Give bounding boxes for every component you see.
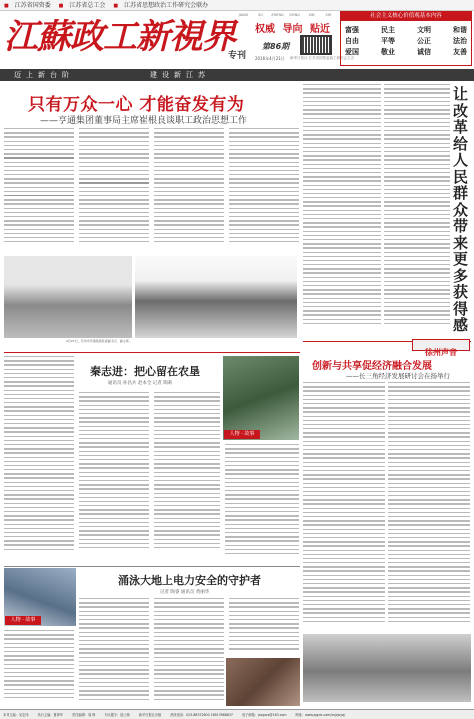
lead-headline: 只有万众一心 才能奋发有为 <box>28 95 245 115</box>
article3-body-col2 <box>388 382 470 632</box>
pinyin-letters: JIANG SU ZHENG GONG XIN SHI <box>238 13 332 17</box>
values-box <box>340 11 472 66</box>
org-3: 江苏省思想政治工作研究会联办 <box>124 2 209 9</box>
nav-right: 建设新江苏 <box>150 71 210 79</box>
values-row: 富强 民主 文明 和谐 <box>345 26 467 34</box>
article3-headline: 创新与共享促经济融合发展 <box>312 361 432 372</box>
org-2: 江苏省总工会 <box>69 2 106 9</box>
article2-headline: 秦志进：把心留在农垦 <box>90 365 200 378</box>
people-badge-label: 人物 · 故事 <box>229 431 255 437</box>
article4-photo-ad <box>226 658 300 706</box>
values-row: 爱国 敬业 诚信 友善 <box>345 48 467 56</box>
lead-body-col3 <box>154 128 224 252</box>
article2-body-col2 <box>154 392 220 564</box>
section-divider <box>4 352 300 353</box>
square-bullet-icon: ■ <box>113 3 119 9</box>
footer-bar <box>0 709 474 719</box>
article-divider <box>4 566 300 567</box>
article2-body-col3 <box>225 444 299 564</box>
qr-code-icon <box>300 35 332 55</box>
footer-editor: 本刊主编：吴宏伟 <box>3 713 29 717</box>
lead-subhead: ——亨通集团董事局主席崔根良谈职工政治思想工作 <box>40 116 248 126</box>
people-badge-label: 人物 · 故事 <box>10 617 36 623</box>
article4-body-col1 <box>4 630 74 706</box>
lead-body-col1 <box>4 128 74 252</box>
people-badge-2 <box>5 616 41 625</box>
org-1: 江苏省国资委 <box>14 2 51 9</box>
article3-subhead: ——长三角经济发展研讨会在扬举行 <box>346 372 450 380</box>
values-grid <box>341 21 471 61</box>
side-body-col1 <box>303 84 381 338</box>
issue-date: 2016年4月21日 <box>255 56 285 61</box>
slogan <box>255 20 330 35</box>
article2-left-col <box>4 356 74 564</box>
masthead-title: 江蘇政工新視界 <box>4 17 235 57</box>
footer-publisher: 新华日报社出版 <box>138 713 162 717</box>
values-row: 自由 平等 公正 法治 <box>345 37 467 45</box>
top-org-bar <box>0 0 474 11</box>
article4-body-col2 <box>79 598 149 706</box>
article3-body-col1 <box>303 382 385 632</box>
voice-tag-label: 徐州声音 <box>425 348 457 357</box>
lead-photo-tug <box>135 256 297 338</box>
article4-body-col3 <box>154 598 224 706</box>
article3-photo <box>303 634 471 702</box>
edition-label: 专刊 <box>228 51 247 61</box>
article4-headline: 涌泳大地上电力安全的守护者 <box>118 574 261 587</box>
slogan-1: 权威 <box>255 24 275 35</box>
article2-byline: 通讯员 孙昌兵 赵本全 记者 陶莉 <box>108 381 173 386</box>
issue-number: 第86期 <box>262 42 290 51</box>
pinyin-row <box>235 13 354 17</box>
lead-body-col2 <box>79 128 149 252</box>
footer-website: 网址：www.jsgzls.com/xsjxjsyq/ <box>295 713 346 717</box>
voice-tag <box>412 339 470 357</box>
publisher-note: 新华日报社·江苏省国资委政工研究会主办 <box>290 56 355 60</box>
nav-strip <box>0 69 474 81</box>
slogan-3: 贴近 <box>309 24 330 35</box>
footer-duty-editor: 责任编辑：周 锋 <box>72 713 96 717</box>
nav-left: 迈上新台阶 <box>14 71 74 79</box>
article4-byline: 记者 陶睿 通讯员 黄丽华 <box>160 590 210 595</box>
square-bullet-icon: ■ <box>4 3 9 9</box>
lead-body-col4 <box>229 128 299 252</box>
article2-body-col1 <box>79 392 149 564</box>
lead-photo-group <box>4 256 132 338</box>
slogan-2: 导向 <box>282 24 303 35</box>
side-body-col2 <box>384 84 450 338</box>
footer-email: 电子邮箱：jsxgzcs@163.com <box>241 713 287 717</box>
values-header: 社会主义核心价值观基本内容 <box>341 12 471 21</box>
square-bullet-icon: ■ <box>58 3 64 9</box>
article2-photo <box>223 356 299 440</box>
lead-photo-caption: 4月21日，苏州市亨通集团党委副书记、副主席。 <box>66 339 132 343</box>
side-vertical-title: 让改革给人民群众带来更多获得感 <box>453 85 469 334</box>
footer-calligraphy: 刊头题字：陆士林 <box>104 713 130 717</box>
footer-hotline: 热线电话：025-88372600 18913968637 <box>170 713 233 717</box>
article4-body-col4 <box>229 598 299 654</box>
people-badge-1 <box>224 430 260 439</box>
footer-exec-editor: 执行主编：夏翠华 <box>37 713 64 717</box>
